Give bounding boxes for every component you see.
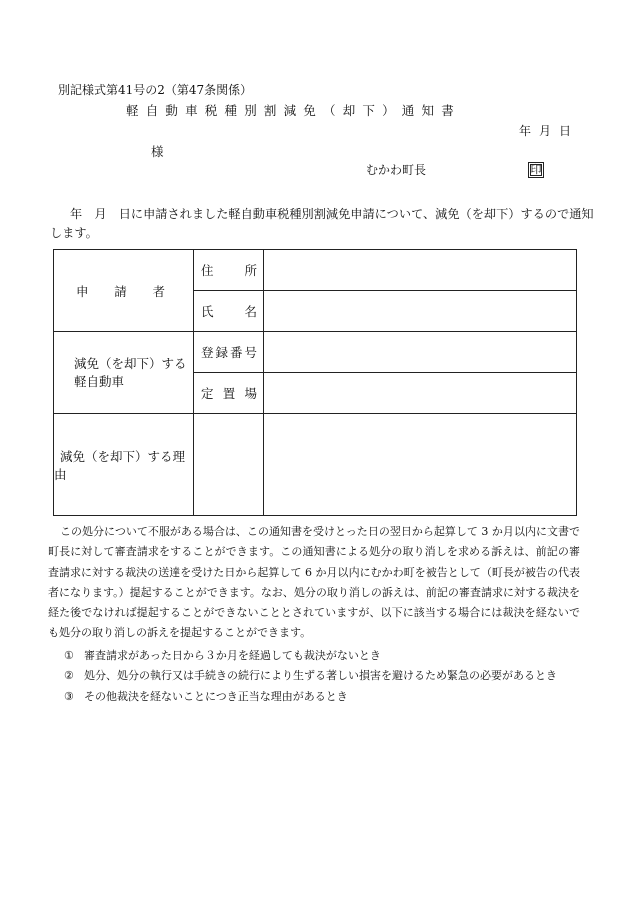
notice-item-number: ① <box>64 649 74 662</box>
appeal-notice-paragraph: この処分について不服がある場合は、この通知書を受けとった日の翌日から起算して 3 か月以内に文書で町長に対して審査請求をすることができます。この通知書による処分の取り消しを求める訴えは、前記の審査請求に対する裁決の送達を受けた日から起算して 6 か月以内にむかわ町を被告として（町長が被告の代表者になります。）提起することができます。なお、処分の取り消しの訴えは、前記の審査請求に対する裁決を経た後でなければ提起することができないこととされていますが、以下に該当する場合には裁決を経ないでも処分の取り消しの訴えを提起することができます。 <box>48 525 580 640</box>
notice-item-number: ② <box>64 669 74 682</box>
name-label-cell <box>194 291 264 332</box>
body-line-1: 年 月 日に申請されました軽自動車税種別割減免申請について、減免（を却下）するので通知 <box>70 207 594 221</box>
registration-value-cell <box>264 332 577 373</box>
address-label: 住所 <box>201 263 257 278</box>
notice-item-text: 審査請求があった日から３か月を経過しても裁決がないとき <box>84 649 381 662</box>
storage-value-cell <box>264 373 577 414</box>
vehicle-label-line-2: 軽自動車 <box>74 373 125 389</box>
name-label: 氏名 <box>201 304 257 319</box>
notice-item <box>64 688 348 704</box>
vehicle-header-cell <box>54 332 194 414</box>
reason-label: 減免（を却下）する理由 <box>54 448 186 482</box>
name-value-cell <box>264 291 577 332</box>
application-table <box>53 249 577 516</box>
seal-mark: 印 <box>528 162 544 178</box>
address-value-cell <box>264 250 577 291</box>
form-label: 別記様式第41号の2（第47条関係） <box>58 83 253 97</box>
applicant-header-cell <box>54 250 194 332</box>
applicant-label: 申請者 <box>76 283 165 299</box>
registration-label: 登録番号 <box>201 345 257 360</box>
reason-middle-cell <box>194 414 264 516</box>
body-line-2: します。 <box>50 226 98 240</box>
vehicle-label-line-1: 減免（を却下）する <box>74 355 187 371</box>
reason-value-cell <box>264 414 577 516</box>
recipient-honorific: 様 <box>151 144 164 159</box>
notice-item <box>64 647 381 663</box>
vehicle-label <box>54 355 193 391</box>
issuer-name: むかわ町長 <box>366 163 427 177</box>
storage-label-cell <box>194 373 264 414</box>
notice-item-text: 処分、処分の執行又は手続きの続行により生ずる著しい損害を避けるため緊急の必要があるとき <box>84 669 557 682</box>
reason-header-cell <box>54 414 194 516</box>
document-title: 軽自動車税種別割減免（却下）通知書 <box>126 103 461 118</box>
storage-label: 定置場 <box>201 386 257 401</box>
date-label: 年月日 <box>519 124 580 138</box>
notice-item <box>64 667 557 683</box>
address-label-cell <box>194 250 264 291</box>
notice-item-number: ③ <box>64 690 74 703</box>
notice-item-text: その他裁決を経ないことにつき正当な理由があるとき <box>84 690 348 703</box>
registration-label-cell <box>194 332 264 373</box>
